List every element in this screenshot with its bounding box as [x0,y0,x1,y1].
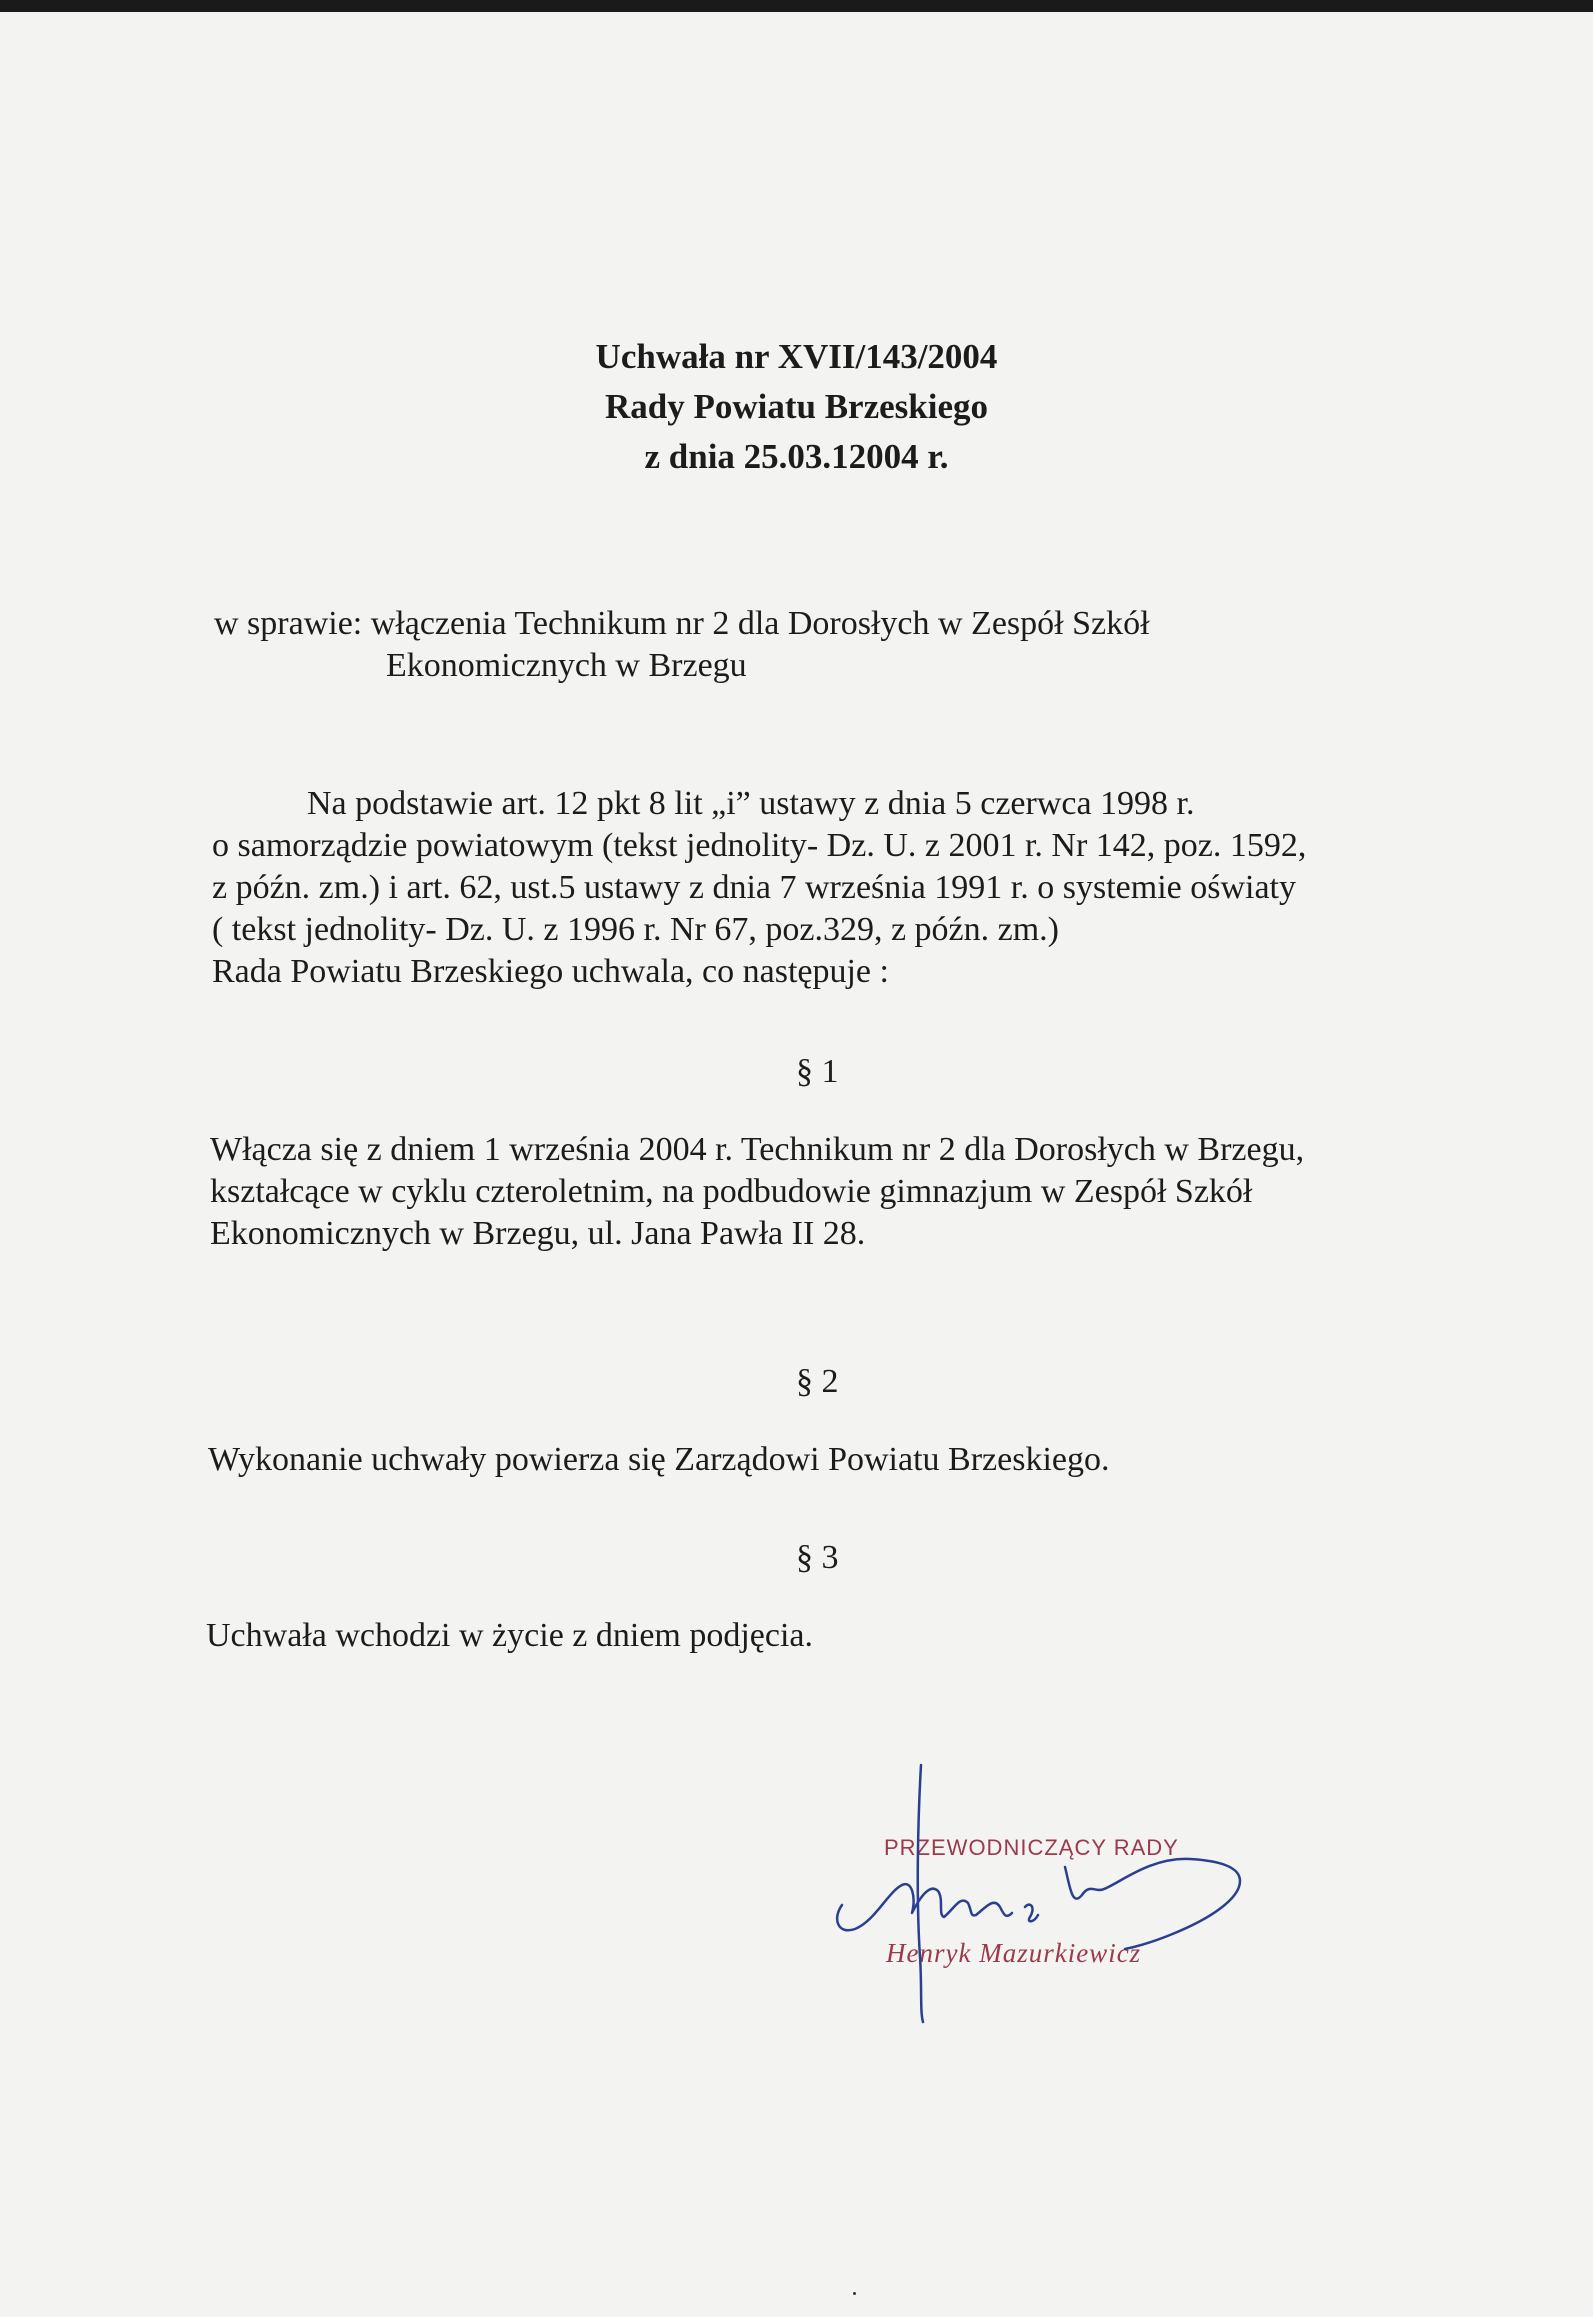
section-1-mark: § 1 [796,1053,839,1090]
section-1-line-2: kształcące w cyklu czteroletnim, na podbudowie gimnazjum w Zespół Szkół [210,1173,1253,1210]
stamp-title: PRZEWODNICZĄCY RADY [884,1835,1179,1860]
preamble-line-5: Rada Powiatu Brzeskiego uchwala, co następuje : [212,953,889,990]
council-name: Rady Powiatu Brzeskiego [604,387,989,426]
scan-speck [853,2292,856,2295]
resolution-number: Uchwała nr XVII/143/2004 [595,337,998,376]
section-3-mark: § 3 [796,1539,839,1576]
section-2-line-1: Wykonanie uchwały powierza się Zarządowi Powiatu Brzeskiego. [208,1441,1110,1478]
subject-line-1: w sprawie: włączenia Technikum nr 2 dla Dorosłych w Zespół Szkół [214,605,1150,642]
resolution-date: z dnia 25.03.12004 r. [644,437,949,476]
resolution-heading [0,332,1593,482]
section-2-mark: § 2 [796,1363,839,1400]
handwritten-signature [820,1757,1300,2037]
section-1-line-3: Ekonomicznych w Brzegu, ul. Jana Pawła II 28. [210,1215,866,1252]
subject-line-2: Ekonomicznych w Brzegu [386,647,747,684]
document-page [0,12,1593,2317]
preamble-line-1: Na podstawie art. 12 pkt 8 lit „i” ustawy z dnia 5 czerwca 1998 r. [307,785,1195,822]
stamp-name: Henryk Mazurkiewicz [886,1938,1142,1968]
section-3-line-1: Uchwała wchodzi w życie z dniem podjęcia. [206,1617,814,1654]
preamble-line-4: ( tekst jednolity- Dz. U. z 1996 r. Nr 67, poz.329, z późn. zm.) [212,911,1059,948]
section-1-line-1: Włącza się z dniem 1 września 2004 r. Technikum nr 2 dla Dorosłych w Brzegu, [210,1131,1305,1168]
preamble-line-2: o samorządzie powiatowym (tekst jednolity- Dz. U. z 2001 r. Nr 142, poz. 1592, [212,827,1307,864]
preamble-line-3: z późn. zm.) i art. 62, ust.5 ustawy z dnia 7 września 1991 r. o systemie oświaty [212,869,1296,906]
